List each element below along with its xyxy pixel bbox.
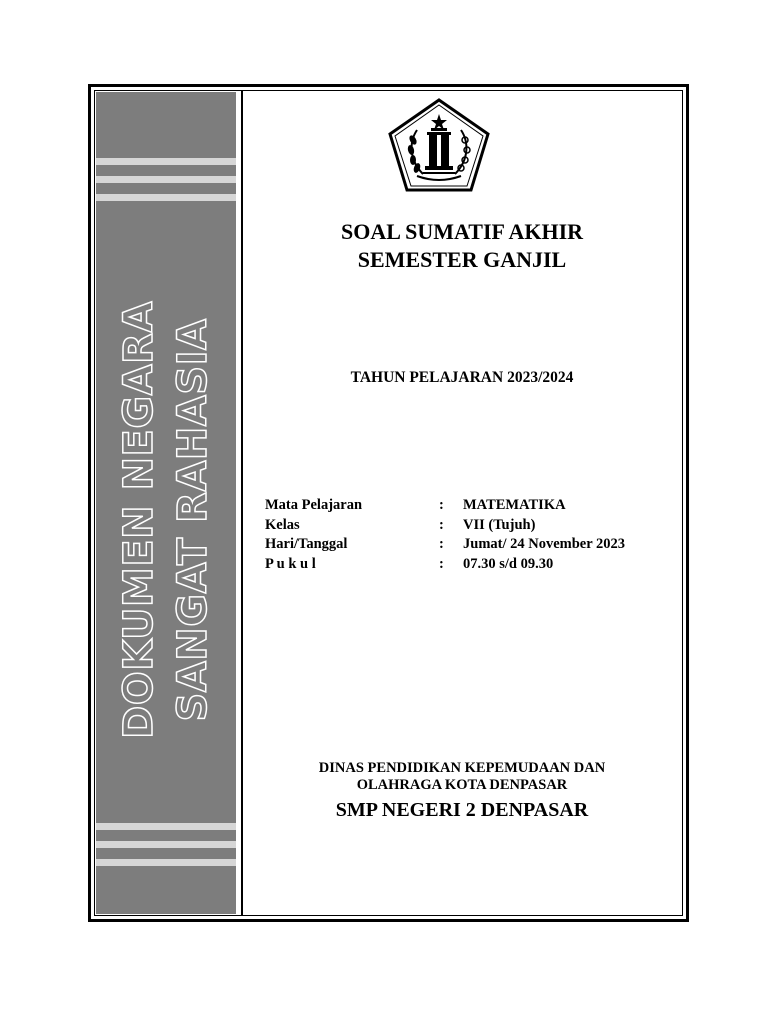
document-title [243,218,681,274]
info-row [265,555,625,575]
info-label: Kelas [265,516,300,533]
info-colon: : [439,497,444,513]
exam-info-table [265,496,625,574]
info-value: Jumat/ 24 November 2023 [463,536,626,552]
info-row [265,516,625,536]
info-colon: : [439,516,444,533]
spine-stripe [96,841,236,848]
info-colon: : [439,555,444,572]
spine-line-1: DOKUMEN NEGARA [116,301,162,739]
spine-stripe [96,859,236,866]
title-line-2: SEMESTER GANJIL [357,247,567,272]
title-line-1: SOAL SUMATIF AKHIR [340,219,584,244]
info-row [265,535,625,555]
agency-name [243,760,681,794]
info-label: Mata Pelajaran [265,497,363,513]
spine-stripe [96,158,236,165]
agency-line-2: OLAHRAGA KOTA DENPASAR [356,777,568,793]
info-row [265,496,625,516]
info-label: Hari/Tanggal [265,536,348,552]
spine-line-2: SANGAT RAHASIA [170,318,216,722]
spine-stripe [96,194,236,201]
spine-stripe [96,823,236,830]
info-value: VII (Tujuh) [463,516,536,533]
info-value: MATEMATIKA [463,497,566,513]
cover-content [243,92,681,914]
school-name: SMP NEGERI 2 DENPASAR [335,799,589,821]
academic-year: TAHUN PELAJARAN 2023/2024 [350,369,574,386]
bali-emblem-icon [387,98,491,192]
info-colon: : [439,536,444,552]
spine-stripe [96,176,236,183]
agency-line-1: DINAS PENDIDIKAN KEPEMUDAAN DAN [318,760,606,776]
info-label: P u k u l [265,555,316,572]
info-value: 07.30 s/d 09.30 [463,555,554,572]
